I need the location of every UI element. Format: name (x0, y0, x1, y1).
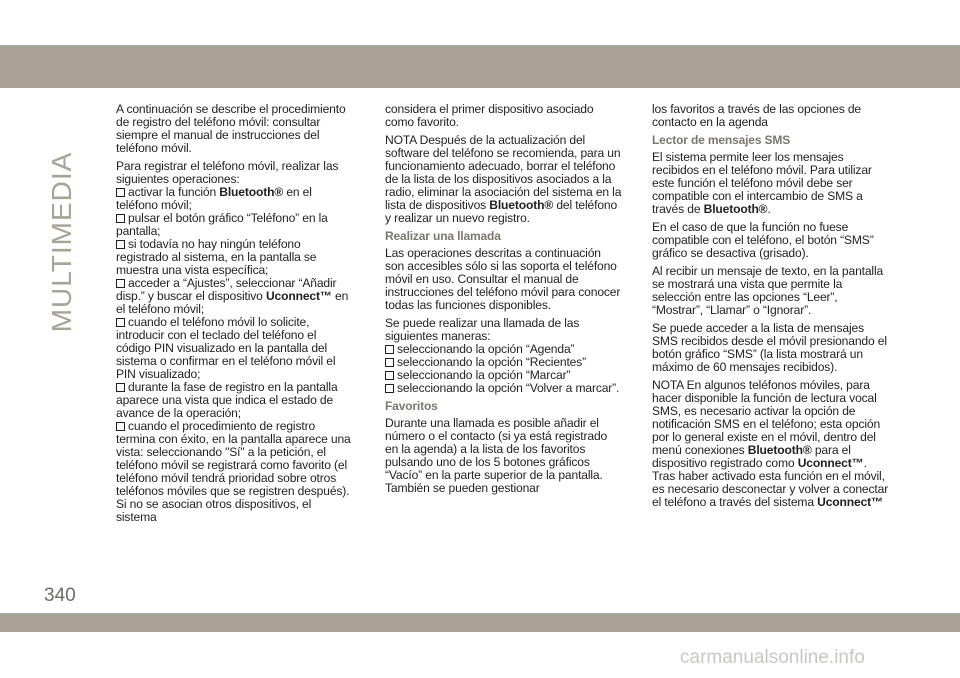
footer-bar (0, 613, 960, 632)
sms-paragraph-4: Se puede acceder a la lista de mensajes SMS recibidos desde el móvil presionando el botón gráfico “SMS” (la lista mostrará un máximo de 60 mensajes recibidos). (652, 321, 887, 374)
checkbox-icon (116, 279, 125, 288)
intro-paragraph: A continuación se describe el procedimiento de registro del teléfono móvil: consultar siempre el manual de instrucciones del teléfono móvil. (116, 102, 346, 155)
watermark: carmanualsonline.info (680, 647, 865, 668)
column-1 (116, 103, 354, 529)
sms-paragraph-1: El sistema permite leer los mensajes recibidos en el teléfono móvil. Para utilizar este función el teléfono móvil debe ser compatible con el intercambio de SMS a través de Bluetooth®. (652, 150, 872, 216)
checkbox-icon (116, 240, 125, 249)
sms-note: NOTA En algunos teléfonos móviles, para hacer disponible la función de lectura vocal SMS, es necesario activar la opción de notificación SMS en el teléfono; esta opción por lo general existe en el móvil, dentro del menú conexiones Bluetooth® para el dispositivo registrado como Uconnect™. Tras haber activado esta función en el móvil, es necesario desconectar y volver a conectar el teléfono a través del sistema Uconnect™ (652, 378, 889, 509)
sms-paragraph-3: Al recibir un mensaje de texto, en la pantalla se mostrará una vista que permite la selección entre las opciones “Leer”, “Mostrar”, “Llamar” o “Ignorar”. (652, 264, 884, 317)
page-number: 340 (44, 585, 76, 606)
step-bullet-6: durante la fase de registro en la pantalla aparece una vista que indica el estado de avance de la operación; (116, 380, 338, 420)
checkbox-icon (116, 383, 125, 392)
section-label: MULTIMEDIA (46, 151, 77, 333)
checkbox-icon (116, 422, 125, 431)
checkbox-icon (385, 371, 394, 380)
column-3 (652, 103, 890, 514)
call-bullet-4: seleccionando la opción “Volver a marcar”. (385, 382, 623, 395)
checkbox-icon (385, 358, 394, 367)
step-bullet-4: acceder a “Ajustes”, seleccionar “Añadir disp.” y buscar el dispositivo Uconnect™ en el teléfono móvil; (116, 276, 349, 316)
call-bullet-2: seleccionando la opción “Recientes” (385, 356, 623, 369)
checkbox-icon (385, 345, 394, 354)
sms-paragraph-2: En el caso de que la función no fuese compatible con el teléfono, el botón “SMS” gráfico se desactiva (grisado). (652, 220, 874, 260)
column-2 (385, 103, 623, 500)
step-bullet-7: cuando el procedimiento de registro termina con éxito, en la pantalla aparece una vista: seleccionando "Sí" a la petición, el teléfono móvil se registrará como favorito (el teléfono móvil tendrá prioridad sobre otros teléfonos móviles que se registren después). Si no se asocian otros dispositivos, el sistema (116, 419, 351, 524)
checkbox-icon (116, 214, 125, 223)
checkbox-icon (116, 188, 125, 197)
call-paragraph: Las operaciones descritas a continuación son accesibles sólo si las soporta el teléfono móvil en uso. Consultar el manual de instrucciones del teléfono móvil para conocer todas las funciones disponibles. (385, 246, 621, 312)
heading-sms-reader: Lector de mensajes SMS (652, 133, 791, 147)
checkbox-icon (116, 318, 125, 327)
heading-make-call: Realizar una llamada (385, 229, 501, 243)
step-bullet-3: si todavía no hay ningún teléfono registrado al sistema, en la pantalla se muestra una vista específica; (116, 237, 317, 277)
heading-favorites: Favoritos (385, 399, 438, 413)
step-bullet-2: pulsar el botón gráfico “Teléfono” en la pantalla; (116, 211, 328, 238)
favorites-paragraph: Durante una llamada es posible añadir el número o el contacto (si ya está registrado en la agenda) a la lista de los favoritos pulsando uno de los 5 botones gráficos “Vacío” en la parte superior de la pantalla. También se pueden gestionar (385, 416, 608, 495)
step-bullet-5: cuando el teléfono móvil lo solicite, introducir con el teclado del teléfono el código PIN visualizado en la pantalla del sistema o confirmar en el teléfono móvil el PIN visualizado; (116, 315, 336, 381)
note-paragraph: NOTA Después de la actualización del software del teléfono se recomienda, para un funcionamiento adecuado, borrar el teléfono de la lista de los dispositivos asociados a la radio, eliminar la asociación del sistema en la lista de dispositivos Bluetooth® del teléfono y realizar un nuevo registro. (385, 133, 622, 225)
favorite-paragraph: considera el primer dispositivo asociado como favorito. (385, 102, 594, 129)
call-options: Se puede realizar una llamada de las siguientes maneras: seleccionando la opción “Agenda” seleccionando la opción “Recientes” seleccionando la opción “Marcar” seleccionando la opción “Volver a marcar”. (385, 317, 623, 395)
steps-intro: Para registrar el teléfono móvil, realizar las siguientes operaciones: activar la función Bluetooth® en el teléfono móvil; pulsar el botón gráfico “Teléfono” en la pantalla; si todavía no hay ningún teléfono registrado al sistema, en la pantalla se muestra una vista específica; acceder a “Ajustes”, seleccionar “Añadir disp.” y buscar el dispositivo Uconnect™ en el teléfono móvil; cuando el teléfono móvil lo solicite, introducir con el teclado del teléfono el código PIN visualizado en la pantalla del sistema o confirmar en el teléfono móvil el PIN visualizado; durante la fase de registro en la pantalla aparece una vista que indica el estado de avance de la operación; cuando el procedimiento de registro termina con éxito, en la pantalla aparece una vista: seleccionando "Sí" a la petición, el teléfono móvil se registrará como favorito (el teléfono móvil tendrá prioridad sobre otros teléfonos móviles que se registren después). Si no se asocian otros dispositivos, el sistema (116, 160, 354, 524)
checkbox-icon (385, 384, 394, 393)
header-bar (0, 45, 960, 88)
step-bullet-1: activar la función Bluetooth® en el teléfono móvil; (116, 185, 312, 212)
call-bullet-1: seleccionando la opción “Agenda” (385, 343, 623, 356)
contacts-paragraph: los favoritos a través de las opciones de contacto en la agenda (652, 102, 861, 129)
call-bullet-3: seleccionando la opción “Marcar” (385, 369, 623, 382)
